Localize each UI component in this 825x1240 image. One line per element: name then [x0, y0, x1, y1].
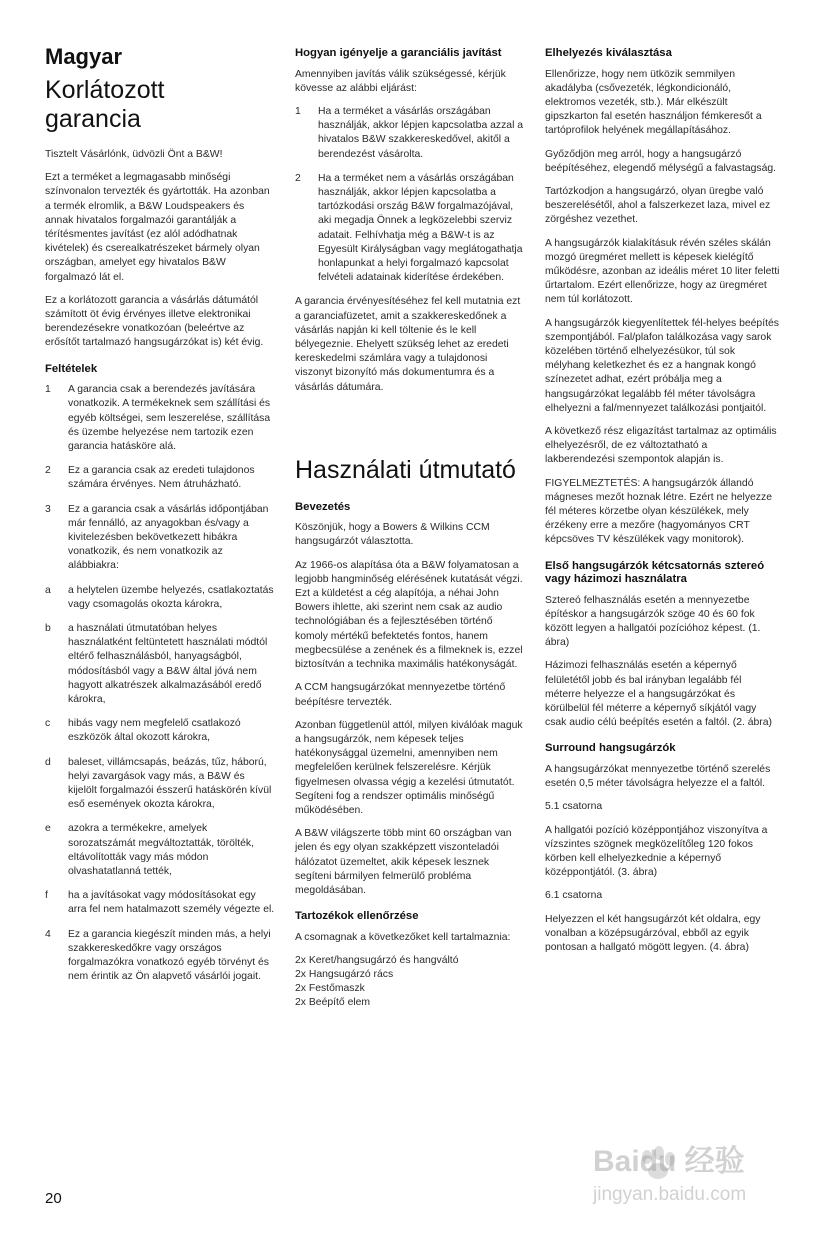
- front-paragraph-1: Sztereó felhasználás esetén a mennyezetbe építéskor a hangsugárzók szöge 40 és 60 fok között legyen a hallgatói pozícióhoz képest. (1. ábra): [545, 594, 761, 649]
- placement-paragraph-5: A hangsugárzók kiegyenlítettek fél-helyes beépítés szempontjából. Fal/plafon találkozása vagy sarok közelében történő elhelyezésükor, túl sok mélyhang keletkezhet és ez a hangnak kongó színezetet adhat, ezért próbálja meg a hangsugárzókat legalább fél méter távolságra elhelyezni a fal/mennyezet találkozási pontjaitól.: [545, 317, 779, 414]
- list-marker: 2: [45, 465, 51, 477]
- language-heading: Magyar: [45, 44, 123, 69]
- placement-paragraph-6: A következő rész eligazítást tartalmaz az optimális elhelyezésről, de ez változtatható a lakberendezési szempontok alapján is.: [545, 425, 777, 466]
- warranty-title-line1: Korlátozott: [45, 76, 165, 104]
- accessories-intro: A csomagnak a következőket kell tartalmaznia:: [295, 931, 511, 943]
- list-item: [45, 383, 275, 454]
- placement-heading: Elhelyezés kiválasztása: [545, 47, 672, 59]
- list-marker: e: [45, 823, 51, 835]
- list-text: azokra a termékekre, amelyek sorozatszámát megváltoztatták, törölték, eltávolították vagy más módon olvashatatlanná tették,: [68, 823, 254, 878]
- baidu-watermark: [585, 1135, 810, 1210]
- front-speakers-heading: Első hangsugárzók kétcsatornás sztereó vagy házimozi használatra: [545, 559, 765, 586]
- surround-label-51: 5.1 csatorna: [545, 801, 603, 813]
- watermark-brand: Baidu 经验: [593, 1145, 745, 1178]
- accessory-item: 2x Festőmaszk: [295, 983, 365, 995]
- claim-paragraph: A garancia érvényesítéséhez fel kell mutatnia ezt a garanciafüzetet, amit a szakkereskedőnek a vásárlás napján ki kell töltenie és le kell bélyegeznie. Ehelyett szükség lehet az eredeti kereskedelmi számlára vagy a tulajdonosi viszonyt bizonyító más dokumentumra és a vásárlás dátumára.: [295, 296, 521, 393]
- list-item: [45, 756, 275, 813]
- list-text: ha a javításokat vagy módosításokat egy arra fel nem hatalmazott személy végezte el.: [68, 890, 275, 916]
- accessory-item: 2x Beépítő elem: [295, 997, 371, 1009]
- column-middle: [295, 44, 527, 1011]
- list-marker: 4: [45, 928, 51, 940]
- accessories-list: [295, 954, 527, 1011]
- list-marker: 2: [295, 172, 301, 184]
- intro-paragraph-5: A B&W világszerte több mint 60 országban van jelen és egy olyan szakképzett viszonteladói hálózatot üzemeltet, akik képesek lesznek segíteni bármilyen felmerülő probléma megoldásában.: [295, 828, 512, 896]
- placement-paragraph-3: Tartózkodjon a hangsugárzó, olyan üregbe való beszerelésétől, ahol a falszerkezet laza, mivel ez zörgéshez vezethet.: [545, 185, 771, 226]
- conditions-heading: Feltételek: [45, 362, 98, 375]
- claim-heading: Hogyan igényelje a garanciális javítást: [295, 47, 502, 59]
- list-marker: a: [45, 584, 51, 596]
- list-marker: d: [45, 756, 51, 768]
- list-marker: 3: [45, 503, 51, 515]
- page-number: 20: [45, 1190, 62, 1207]
- warranty-title-line2: garancia: [45, 105, 141, 133]
- intro-heading: Bevezetés: [295, 500, 351, 513]
- list-text: A garancia csak a berendezés javítására vonatkozik. A termékeknek sem szállítási és egyéb költségei, sem leszerelése, szállítása és üzembe helyezése nem tartozik ezen garancia hatásköre alá.: [68, 384, 271, 452]
- list-text: hibás vagy nem megfelelő csatlakozó eszközök által okozott károkra,: [68, 718, 241, 744]
- list-text: Ha a terméket a vásárlás országában használják, akkor lépjen kapcsolatba azzal a hivatalos B&W szakkereskedővel, akitől a berendezést vásárolta.: [318, 105, 524, 160]
- intro-paragraph-2: Az 1966-os alapítása óta a B&W folyamatosan a legjobb hangminőség elérésének kutatását végzi. Ezt a küldetést a cég alapítója, a néhai John Bowers ihlette, aki szerint nem csak az audio technológiában és a fejlesztésében történő komoly mértékű befektetés fontos, hanem megbecsülése a zenének és a filmeknek is, ezzel biztosítván a technika maximális hatékonyságát.: [295, 559, 523, 671]
- list-marker: 1: [45, 384, 51, 396]
- manual-title: Használati útmutató: [295, 455, 516, 484]
- list-text: baleset, villámcsapás, beázás, tűz, háború, helyi zavargások vagy más, a B&W és kijelölt forgalmazói ésszerű hatáskörén kívül eső események okozta károkra,: [68, 756, 272, 811]
- list-item: [45, 503, 275, 574]
- warranty-paragraph-2: Ez a korlátozott garancia a vásárlás dátumától számított öt évig érvényes illetve elektronikai berendezésekre vonatkozóan (beleértve az erősítőt tartalmazó hangsugárzókat is) két évig.: [45, 294, 264, 349]
- placement-paragraph-2: Győződjön meg arról, hogy a hangsugárzó beépítéséhez, elegendő mélységű a falvastagság.: [545, 148, 777, 174]
- watermark-url: jingyan.baidu.com: [593, 1184, 747, 1205]
- list-text: Ez a garancia kiegészít minden más, a helyi szakkereskedőkre vagy országos forgalmazókra vonatkozó egyéb törvényt és nem érintik az Ön alapvető vásárlói jogait.: [68, 928, 271, 983]
- list-item: [45, 928, 275, 985]
- surround-paragraph-2: A hallgatói pozíció középpontjához viszonyítva a vízszintes szögnek megközelítőleg 120 fokos körben kell elhelyezkednie a képernyő középpontjától. (3. ábra): [545, 824, 768, 879]
- list-text: Ez a garancia csak az eredeti tulajdonos számára érvényes. Nem átruházható.: [68, 465, 255, 491]
- list-item: [45, 717, 275, 745]
- intro-paragraph-3: A CCM hangsugárzókat mennyezetbe történő beépítésre tervezték.: [295, 682, 506, 708]
- surround-label-61: 6.1 csatorna: [545, 890, 603, 902]
- list-marker: c: [45, 718, 51, 730]
- list-text: a használati útmutatóban helyes használatként feltüntetett használati módtól eltérő felhasználásból, hanyagságból, módosításból vagy a B&W által jóvá nem hagyott alkatrészek alkalmazásából eredő károkra,: [68, 622, 268, 705]
- list-item: [45, 889, 275, 917]
- list-text: a helytelen üzembe helyezés, csatlakoztatás vagy csomagolás okozta károkra,: [68, 584, 274, 610]
- list-item: [45, 822, 275, 879]
- conditions-list: [45, 383, 275, 984]
- column-right: [545, 44, 780, 964]
- list-item: [45, 622, 275, 707]
- list-text: Ha a terméket nem a vásárlás országában használják, akkor lépjen kapcsolatba a tartózkodási ország B&W forgalmazójával, aki megadja Önnek a legközelebbi szerviz adatait. Felhívhatja még a B&W-t is az Egyesült Királyságban vagy meglátogathatja honlapunkat a helyi forgalmazó kapcsolat felvételi adatainak kiderítése érdekében.: [318, 172, 523, 284]
- accessory-item: 2x Keret/hangsugárzó és hangváltó: [295, 954, 459, 966]
- surround-heading: Surround hangsugárzók: [545, 742, 676, 755]
- claim-intro: Amennyiben javítás válik szükségessé, kérjük kövesse az alábbi eljárást:: [295, 68, 506, 94]
- list-item: [295, 172, 527, 286]
- greeting-paragraph: Tisztelt Vásárlónk, üdvözli Önt a B&W!: [45, 149, 223, 160]
- list-marker: f: [45, 890, 48, 902]
- list-marker: b: [45, 622, 51, 634]
- intro-paragraph-4: Azonban függetlenül attól, milyen kiválóak maguk a hangsugárzók, nem képesek teljes hatékonysággal üzemelni, amennyiben nem megfelelően kerülnek felszerelésre. Kérjük figyelmesen olvassa végig a kezelési útmutatót. Segíteni fog a rendszer optimális minőségű működésében.: [295, 719, 523, 816]
- placement-paragraph-4: A hangsugárzók kialakításuk révén széles skálán mozgó üregméret mellett is képesek kielégítő működésre, azonban az ideális méret 10 liter feletti űrtartalom. Ezért ellenőrizze, hogy az üregméret nem túl korlátozott.: [545, 237, 780, 306]
- surround-paragraph-1: A hangsugárzókat mennyezetbe történő szerelés esetén 0,5 méter távolságra helyezze el a faltól.: [545, 763, 771, 790]
- accessories-heading: Tartozékok ellenőrzése: [295, 910, 419, 923]
- warranty-paragraph-1: Ezt a terméket a legmagasabb minőségi színvonalon tervezték és gyártották. Ha azonban a termék elromlik, a B&W Loudspeakers és annak hivatalos forgalmazói garantálják a térítésmentes javítást (ez alól adódhatnak kivételek) és cserealkatrészeket bármely olyan országban, amelyet egy hivatalos B&W forgalmazó lát el.: [45, 172, 270, 283]
- claim-steps-list: [295, 105, 527, 285]
- list-item: [45, 464, 275, 492]
- list-text: Ez a garancia csak a vásárlás időpontjában már fennálló, az anyagokban és/vagy a kivitelezésben bekövetkezett hibákra vonatkozik, és nem vonatkozik az alábbiakra:: [68, 503, 269, 572]
- surround-paragraph-3: Helyezzen el két hangsugárzót két oldalra, egy vonalban a középsugárzóval, ebből az egyik pontosan a hallgató mögött legyen. (4. ábra): [545, 913, 761, 953]
- intro-paragraph-1: Köszönjük, hogy a Bowers & Wilkins CCM hangsugárzót választotta.: [295, 522, 490, 548]
- column-left: [45, 44, 275, 994]
- warning-paragraph: FIGYELMEZTETÉS: A hangsugárzók állandó mágneses mezőt hoznak létre. Ezért ne helyezze fél méteres körzetbe olyan készülékek, mely érzékeny erre a mezőre (hagyományos CRT képcsöves TV készülékek vagy monitorok).: [545, 477, 772, 546]
- placement-paragraph-1: Ellenőrizze, hogy nem ütközik semmilyen akadályba (csővezeték, légkondicionáló, elektromos vezeték, stb.). Már elkészült gipszkarton fal esetén használjon fémkeresőt a tartóprofilok helyének megállapításához.: [545, 68, 762, 137]
- list-marker: 1: [295, 105, 301, 117]
- list-item: [45, 584, 275, 612]
- accessory-item: 2x Hangsugárzó rács: [295, 969, 394, 981]
- front-paragraph-2: Házimozi felhasználás esetén a képernyő felületétől jobb és bal irányban legalább fél méterre helyezze el a hangsugárzókat és körülbelül fél méterre a képernyő síkjától vagy csak audio célú beépítés esetén a faltól. (2. ábra): [545, 660, 773, 729]
- list-item: [295, 105, 527, 162]
- warranty-title: [45, 76, 275, 134]
